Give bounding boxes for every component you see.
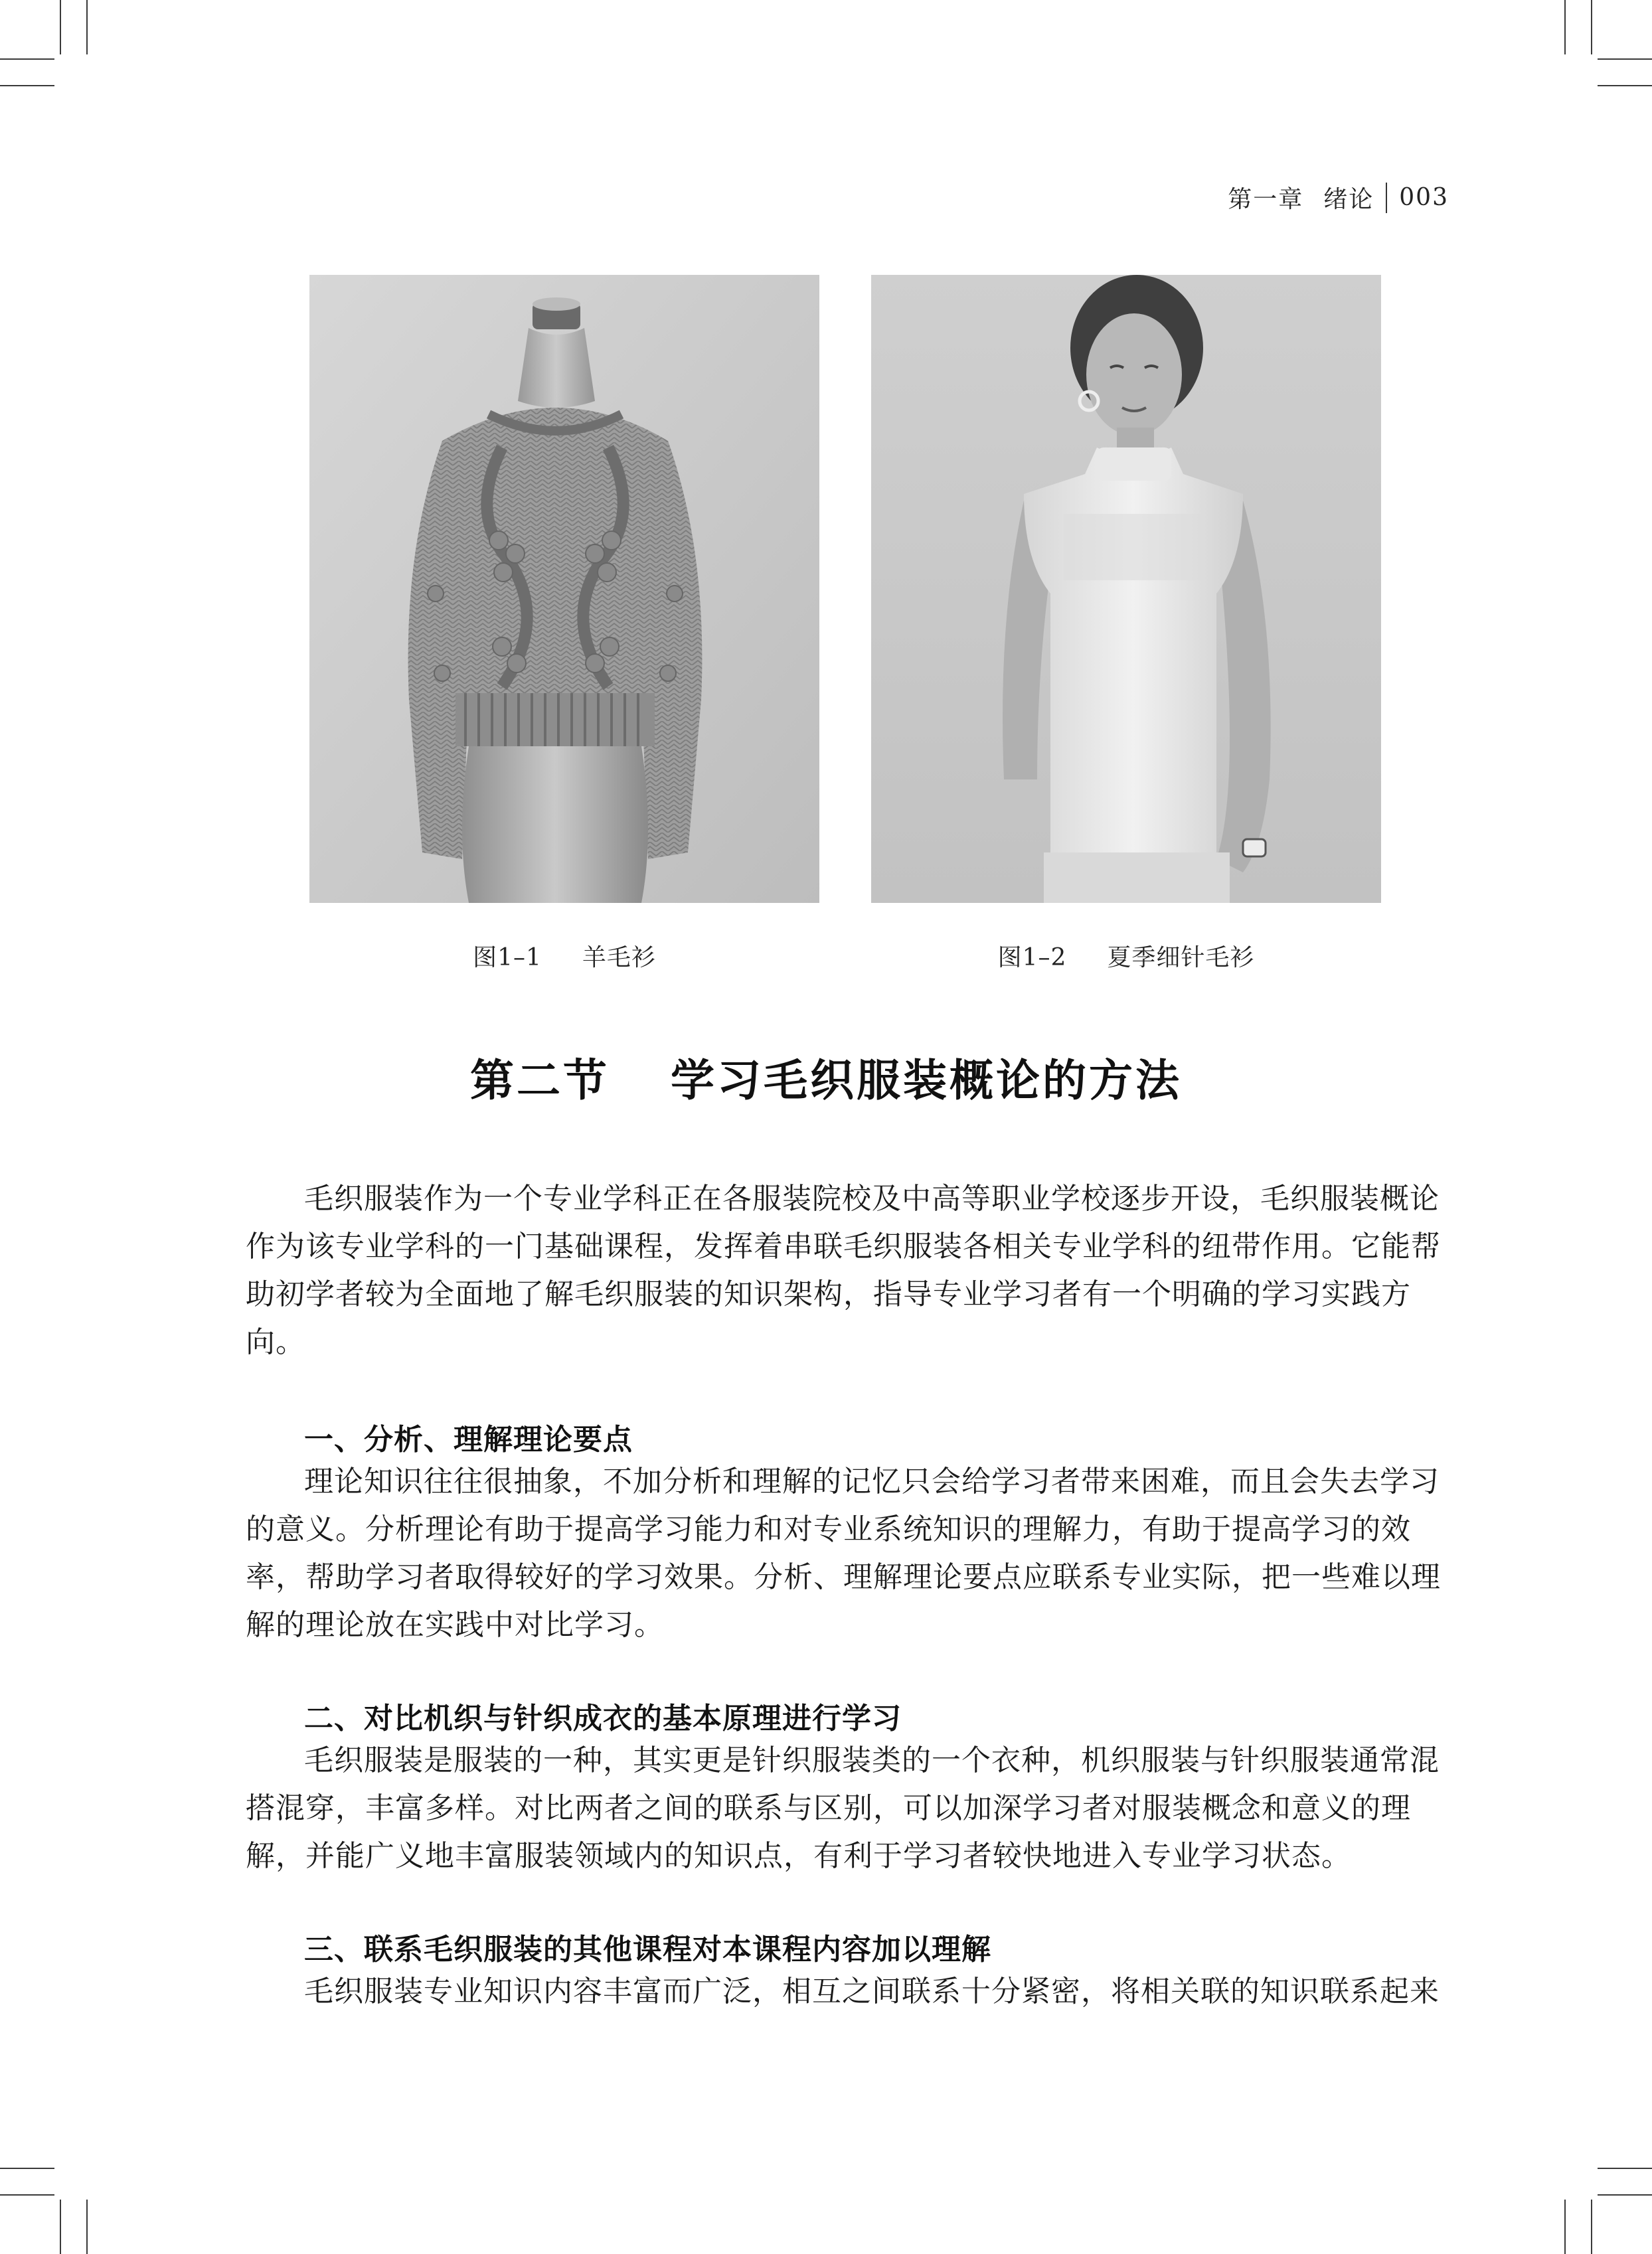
page-number: 003 (1399, 184, 1449, 211)
paragraph-text: 毛织服装是服装的一种，其实更是针织服装类的一个衣种，机织服装与针织服装通常混搭混穿，丰富多样。对比两者之间的联系与区别，可以加深学习者对服装概念和意义的理解，并能广义地丰富服装领域内的知识点，有利于学习者较快地进入专业学习状态。 (246, 1743, 1440, 1873)
crop-mark (0, 2168, 54, 2169)
crop-mark (1591, 2200, 1592, 2254)
chapter-number: 第一章 (1228, 186, 1304, 213)
section-heading (0, 1045, 1652, 1108)
intro-paragraph (246, 1175, 1451, 1366)
crop-mark (86, 2200, 88, 2254)
subsection-paragraph (246, 1737, 1451, 1880)
paragraph-text: 毛织服装专业知识内容丰富而广泛，相互之间联系十分紧密，将相关联的知识联系起来 (304, 1974, 1440, 2008)
caption-text: 夏季细针毛衫 (1107, 944, 1255, 971)
figure-sweater-photo (309, 275, 819, 903)
header-divider (1386, 183, 1387, 213)
paragraph-text: 毛织服装作为一个专业学科正在各服装院校及中高等职业学校逐步开设，毛织服装概论作为该专业学科的一门基础课程，发挥着串联毛织服装各相关专业学科的纽带作用。它能帮助初学者较为全面地了解毛织服装的知识架构，指导专业学习者有一个明确的学习实践方向。 (246, 1182, 1441, 1359)
subsection-heading: 一、分析、理解理论要点 (304, 1423, 633, 1457)
section-label: 第二节 (470, 1055, 610, 1106)
crop-mark (86, 0, 88, 54)
crop-mark (1564, 2200, 1566, 2254)
section-title: 学习毛织服装概论的方法 (671, 1055, 1182, 1106)
crop-mark (1591, 0, 1592, 54)
figure-caption (309, 939, 819, 973)
figure-model-photo (871, 275, 1381, 903)
crop-mark (1598, 2194, 1652, 2196)
crop-mark (0, 58, 54, 60)
crop-mark (0, 2194, 54, 2196)
subsection-heading: 三、联系毛织服装的其他课程对本课程内容加以理解 (304, 1933, 991, 1967)
crop-mark (1598, 58, 1652, 60)
subsection-paragraph (246, 1968, 1451, 2016)
caption-number: 图1–1 (473, 944, 542, 971)
crop-mark (1564, 0, 1566, 54)
crop-mark (60, 2200, 61, 2254)
crop-mark (1598, 2168, 1652, 2169)
paragraph-text: 理论知识往往很抽象，不加分析和理解的记忆只会给学习者带来困难，而且会失去学习的意义。分析理论有助于提高学习能力和对专业系统知识的理解力，有助于提高学习的效率，帮助学习者取得较好的学习效果。分析、理解理论要点应联系专业实际，把一些难以理解的理论放在实践中对比学习。 (246, 1465, 1441, 1642)
crop-mark (60, 0, 61, 54)
crop-mark (1598, 85, 1652, 86)
caption-text: 羊毛衫 (582, 944, 656, 971)
crop-mark (0, 85, 54, 86)
chapter-title: 绪论 (1323, 186, 1374, 213)
figure-caption (871, 939, 1381, 973)
subsection-paragraph (246, 1458, 1451, 1649)
running-head (1228, 181, 1449, 214)
caption-number: 图1–2 (997, 944, 1067, 971)
subsection-heading: 二、对比机织与针织成衣的基本原理进行学习 (304, 1702, 902, 1735)
